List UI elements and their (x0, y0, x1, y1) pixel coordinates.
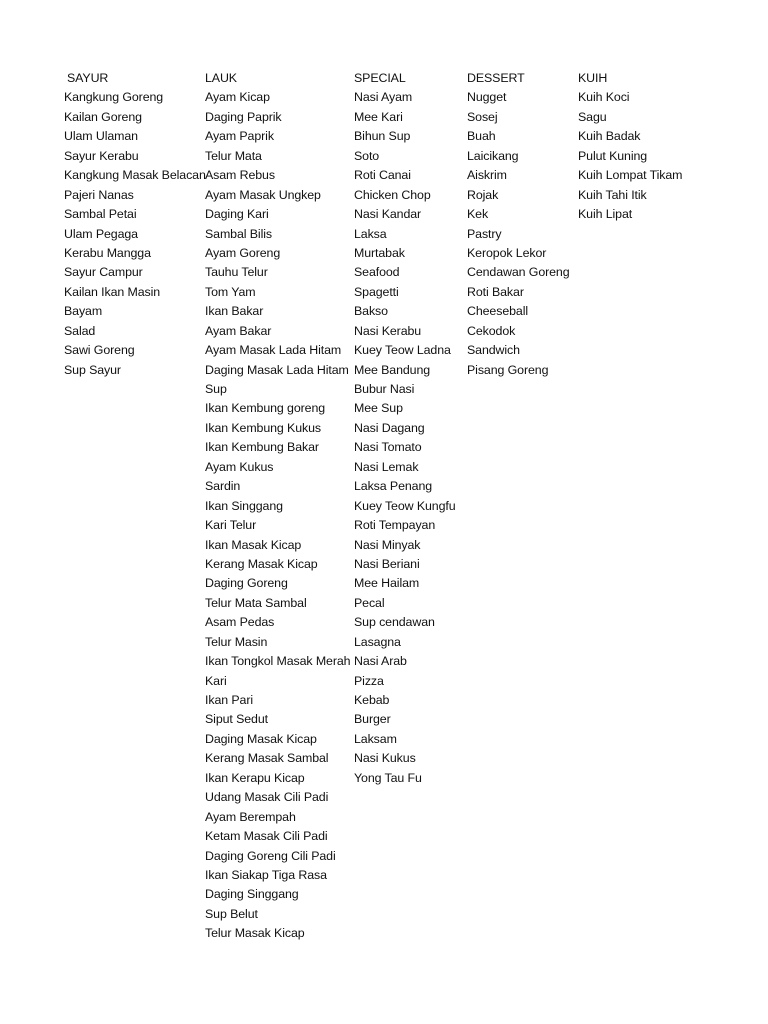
menu-item: Sayur Kerabu (64, 148, 139, 163)
menu-item: Cheeseball (467, 304, 528, 319)
menu-item: Sup Belut (205, 906, 258, 921)
menu-item: Kuey Teow Ladna (354, 343, 451, 358)
menu-item: Bihun Sup (354, 129, 411, 144)
menu-item: Burger (354, 712, 391, 727)
menu-item: Nasi Kerabu (354, 323, 422, 338)
menu-item: Nasi Ayam (354, 90, 413, 105)
menu-item: Ayam Masak Lada Hitam (205, 343, 342, 358)
menu-item: Ayam Kicap (205, 90, 270, 105)
menu-item: Chicken Chop (354, 187, 431, 202)
menu-item: Keropok Lekor (467, 245, 547, 260)
menu-item: Kangkung Masak Belacan (64, 168, 206, 183)
menu-item: Ikan Pari (205, 693, 253, 707)
menu-item: Kari Telur (205, 518, 257, 533)
menu-item: Asam Pedas (205, 615, 275, 630)
menu-item: Nasi Arab (354, 654, 407, 669)
menu-item: Rojak (467, 187, 499, 202)
menu-item: Mee Bandung (354, 362, 431, 377)
menu-item: Ikan Singgang (205, 498, 283, 513)
menu-item: Laksa (354, 226, 387, 241)
menu-item: Kailan Ikan Masin (64, 284, 161, 299)
menu-item: Spagetti (354, 284, 399, 299)
item-list-sayur (64, 88, 206, 380)
menu-item: Nasi Kukus (354, 751, 416, 766)
menu-item: Kerang Masak Sambal (205, 751, 329, 766)
menu-item: Pajeri Nanas (64, 187, 134, 202)
menu-item: Ayam Paprik (205, 129, 274, 144)
menu-item: Nasi Tomato (354, 440, 422, 455)
menu-item: Kailan Goreng (64, 109, 142, 124)
column-header-sayur: SAYUR (67, 71, 109, 85)
item-list-kuih (578, 88, 682, 224)
menu-item: Siput Sedut (205, 712, 268, 727)
menu-item: Mee Hailam (354, 576, 420, 591)
menu-item: Sup cendawan (354, 615, 435, 630)
menu-item: Laksa Penang (354, 479, 433, 494)
menu-item: Kuih Badak (578, 129, 641, 144)
menu-item: Sandwich (467, 343, 520, 358)
menu-item: Daging Paprik (205, 109, 282, 124)
menu-item: Yong Tau Fu (354, 770, 422, 785)
menu-item: Ikan Masak Kicap (205, 537, 302, 552)
menu-item: Telur Masak Kicap (205, 926, 305, 941)
menu-item: Bayam (64, 304, 103, 319)
menu-item: Kuih Koci (578, 90, 630, 105)
menu-item: Laksam (354, 731, 397, 746)
menu-item: Pizza (354, 673, 384, 688)
column-header-special: SPECIAL (354, 71, 406, 85)
menu-item: Nasi Minyak (354, 537, 421, 552)
menu-item: Mee Kari (354, 109, 403, 124)
menu-item: Kuih Tahi Itik (578, 187, 647, 202)
menu-item: Kangkung Goreng (64, 90, 164, 105)
menu-item: Ulam Pegaga (64, 226, 138, 241)
menu-item: Telur Mata (205, 148, 262, 163)
menu-item: Kuih Lompat Tikam (578, 168, 683, 183)
menu-item: Buah (467, 129, 496, 144)
menu-item: Nugget (467, 90, 507, 105)
menu-item: Sambal Bilis (205, 226, 272, 241)
menu-item: Tauhu Telur (205, 265, 268, 280)
menu-item: Ayam Masak Ungkep (205, 187, 321, 202)
menu-item: Sup (205, 382, 227, 396)
menu-item: Udang Masak Cili Padi (205, 790, 329, 805)
column-header-kuih: KUIH (578, 71, 608, 85)
menu-item: Ikan Kembung goreng (205, 401, 326, 416)
menu-item: Ikan Kembung Kukus (205, 420, 321, 435)
column-sayur (64, 69, 206, 380)
menu-item: Nasi Dagang (354, 420, 425, 435)
menu-item: Ayam Berempah (205, 809, 296, 824)
menu-item: Ayam Bakar (205, 323, 272, 338)
menu-item: Lasagna (354, 634, 401, 649)
menu-item: Sambal Petai (64, 207, 137, 222)
menu-item: Ikan Kerapu Kicap (205, 770, 305, 785)
menu-item: Kuih Lipat (578, 207, 633, 222)
menu-item: Ketam Masak Cili Padi (205, 829, 328, 844)
column-lauk (205, 69, 350, 944)
menu-item: Tom Yam (205, 284, 256, 299)
menu-item: Roti Bakar (467, 284, 524, 299)
menu-item: Ikan Bakar (205, 304, 264, 319)
menu-item: Kuey Teow Kungfu (354, 498, 456, 513)
menu-item: Ikan Siakap Tiga Rasa (205, 867, 327, 882)
column-special (354, 69, 456, 788)
menu-item: Kari (205, 673, 227, 688)
menu-item: Salad (64, 323, 96, 338)
menu-item: Telur Masin (205, 634, 268, 649)
menu-item: Sawi Goreng (64, 343, 135, 358)
menu-item: Pastry (467, 226, 502, 241)
column-kuih (578, 69, 682, 225)
menu-item: Ayam Kukus (205, 459, 274, 474)
menu-item: Sosej (467, 109, 498, 124)
menu-item: Ulam Ulaman (64, 129, 138, 144)
menu-item: Ayam Goreng (205, 245, 281, 260)
menu-item: Daging Masak Lada Hitam (205, 362, 349, 377)
menu-item: Laicikang (467, 148, 519, 163)
menu-item: Telur Mata Sambal (205, 595, 307, 610)
menu-item: Bubur Nasi (354, 382, 415, 396)
menu-item: Nasi Lemak (354, 459, 419, 474)
menu-item: Pulut Kuning (578, 148, 648, 163)
menu-item: Seafood (354, 265, 400, 280)
item-list-dessert (467, 88, 570, 380)
menu-item: Murtabak (354, 245, 405, 260)
menu-item: Bakso (354, 304, 388, 319)
menu-item: Daging Singgang (205, 887, 299, 902)
item-list-lauk (205, 88, 350, 943)
menu-item: Daging Kari (205, 207, 269, 222)
column-dessert (467, 69, 570, 380)
menu-item: Asam Rebus (205, 168, 275, 183)
menu-item: Ikan Tongkol Masak Merah (205, 654, 351, 669)
menu-item: Soto (354, 148, 380, 163)
menu-item: Pecal (354, 595, 385, 610)
menu-item: Kek (467, 207, 489, 222)
menu-item: Aiskrim (467, 168, 507, 183)
menu-item: Ikan Kembung Bakar (205, 440, 319, 455)
menu-item: Pisang Goreng (467, 362, 549, 377)
menu-item: Daging Goreng (205, 576, 288, 591)
menu-item: Daging Masak Kicap (205, 731, 317, 746)
menu-item: Nasi Beriani (354, 556, 420, 571)
menu-item: Nasi Kandar (354, 207, 422, 222)
item-list-special (354, 88, 456, 788)
menu-item: Sayur Campur (64, 265, 143, 280)
menu-item: Cendawan Goreng (467, 265, 570, 280)
column-header-dessert: DESSERT (467, 71, 525, 85)
menu-item: Roti Canai (354, 168, 411, 183)
menu-item: Sup Sayur (64, 362, 121, 377)
menu-item: Sagu (578, 109, 607, 124)
menu-item: Kerang Masak Kicap (205, 556, 318, 571)
menu-item: Cekodok (467, 323, 516, 338)
menu-item: Daging Goreng Cili Padi (205, 848, 336, 863)
menu-item: Mee Sup (354, 401, 403, 416)
column-header-lauk: LAUK (205, 71, 237, 85)
menu-item: Roti Tempayan (354, 518, 436, 533)
menu-item: Kerabu Mangga (64, 245, 151, 260)
menu-item: Kebab (354, 693, 390, 707)
menu-item: Sardin (205, 479, 241, 494)
